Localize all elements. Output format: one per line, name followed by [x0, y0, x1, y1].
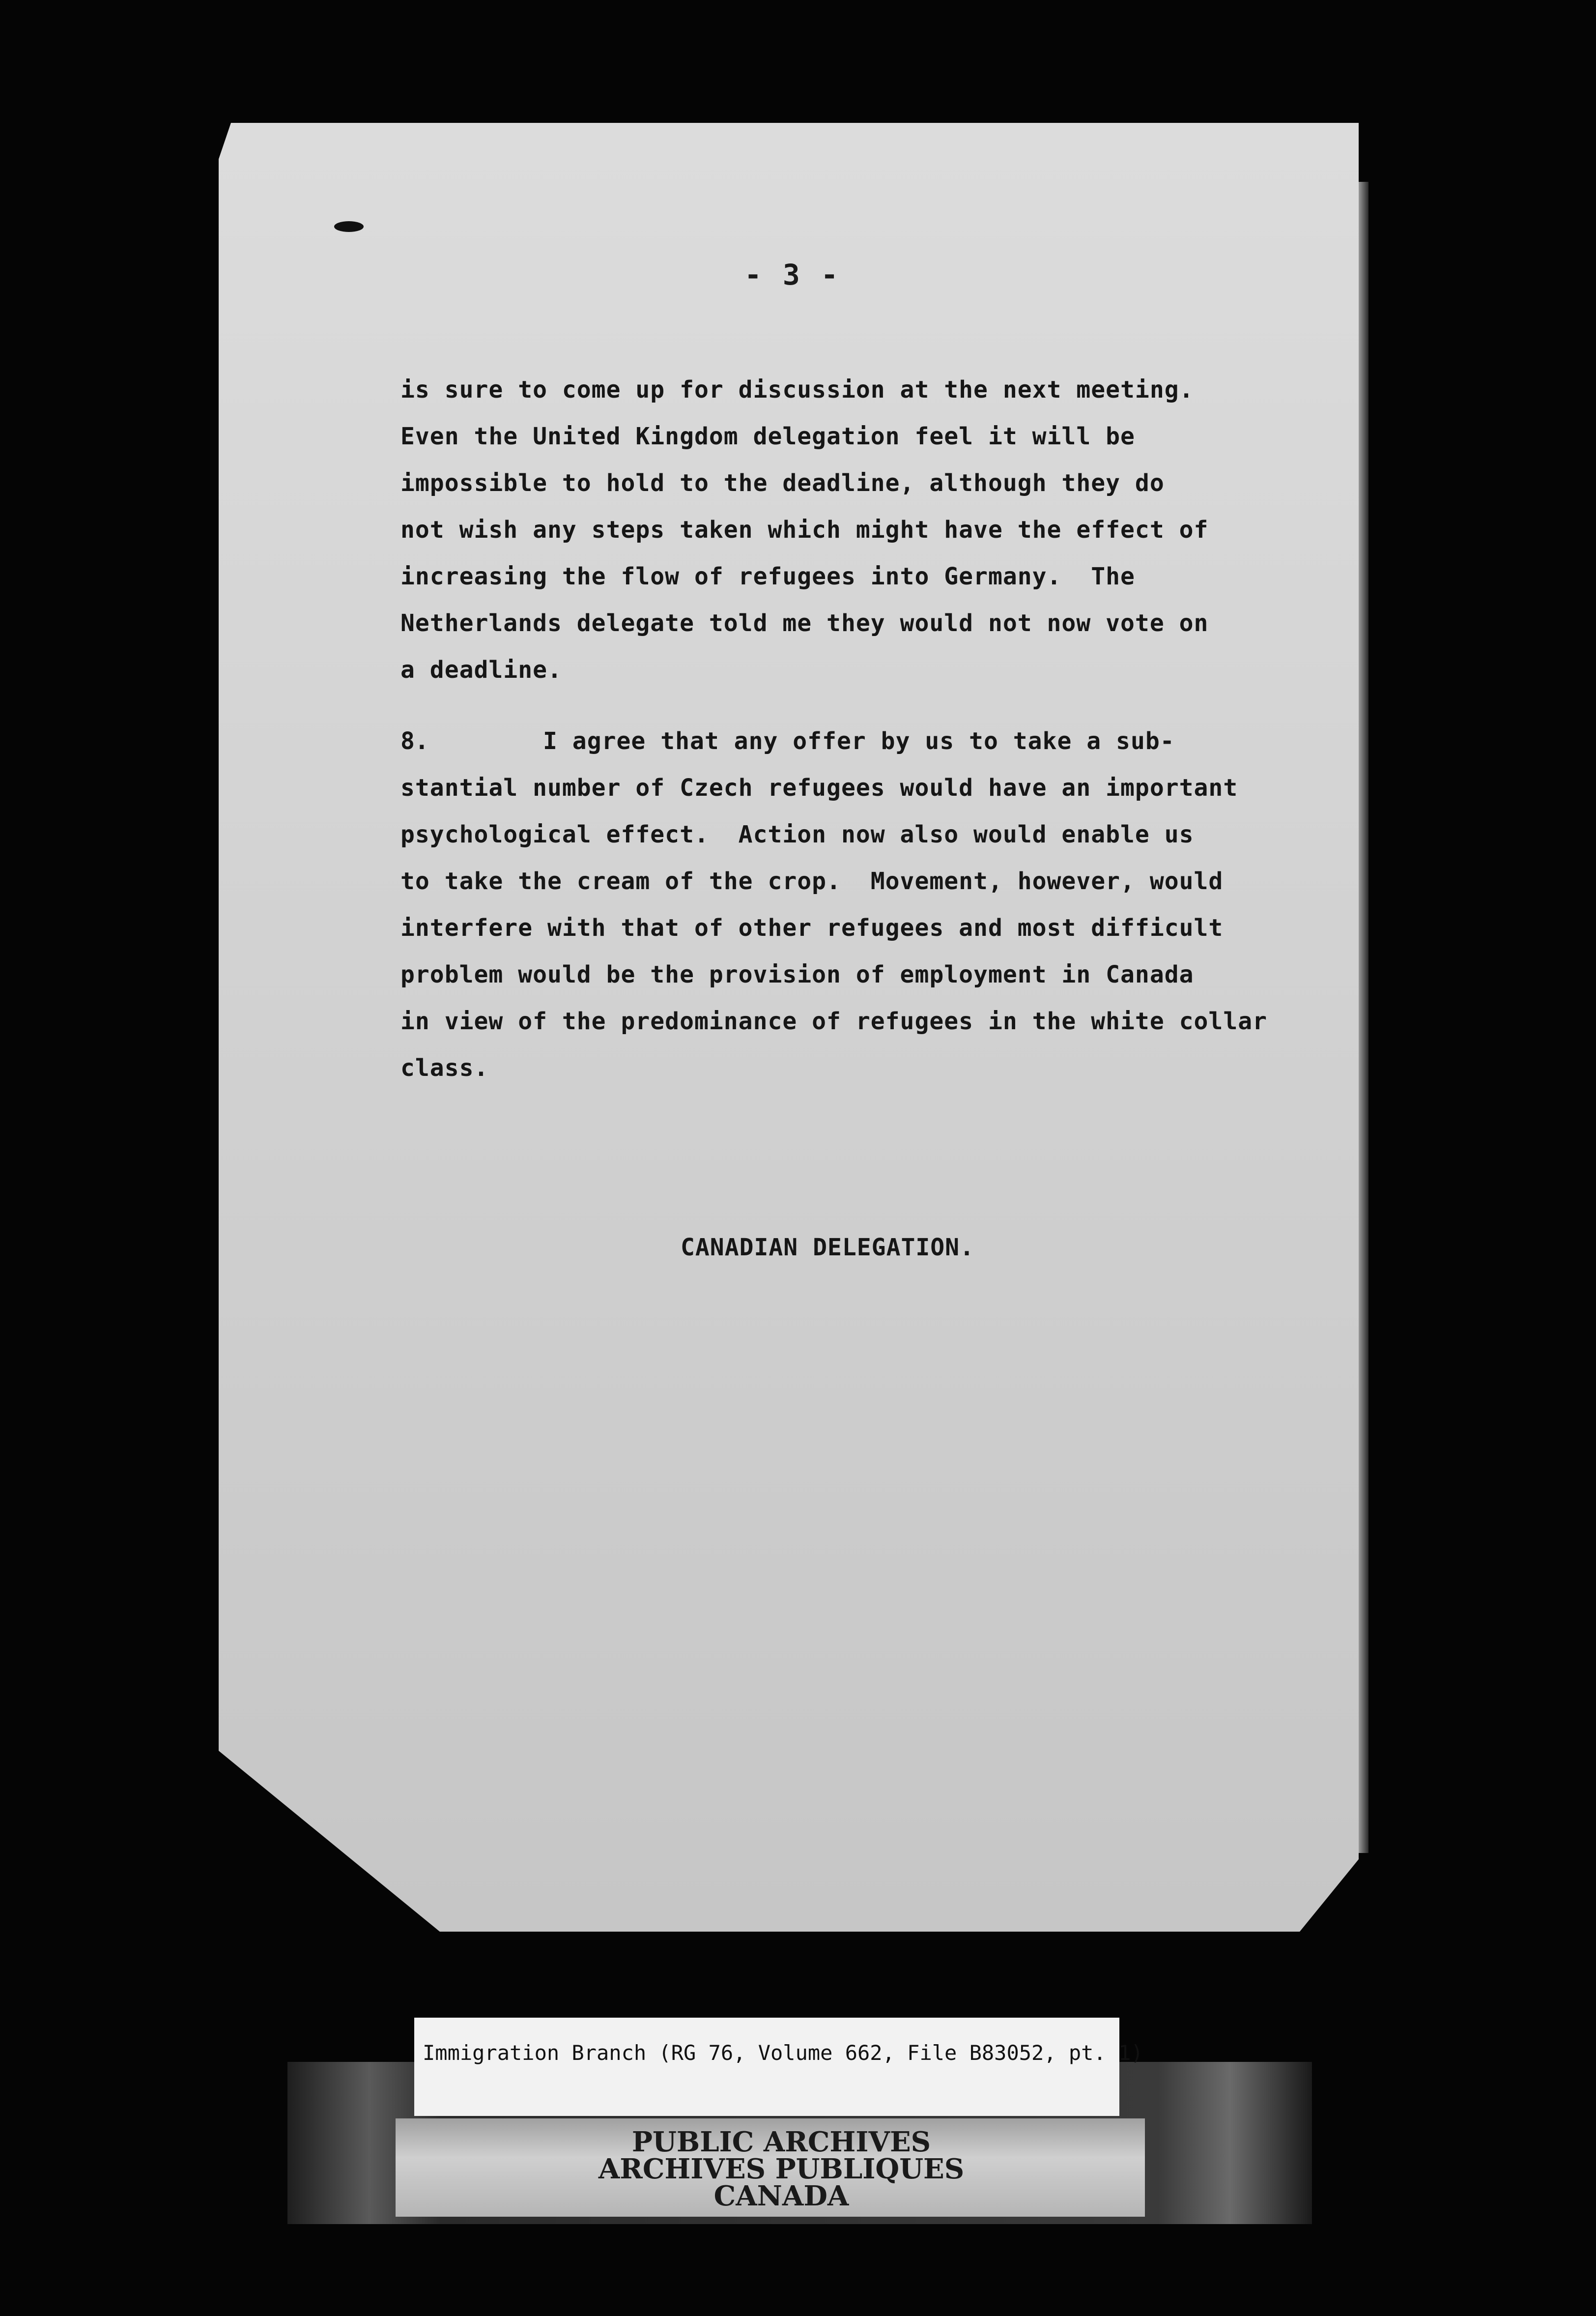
text-line: Even the United Kingdom delegation feel it will be: [400, 423, 1135, 450]
page-number: - 3 -: [744, 258, 840, 291]
text-line: impossible to hold to the deadline, although they do: [400, 469, 1165, 497]
text-line: problem would be the provision of employment in Canada: [400, 961, 1194, 988]
text-line: in view of the predominance of refugees in the white collar: [400, 1008, 1268, 1035]
text-line: stantial number of Czech refugees would have an important: [400, 774, 1238, 802]
stamp-line: PUBLIC ARCHIVES: [631, 2126, 931, 2158]
text-line: increasing the flow of refugees into Germany. The: [400, 563, 1135, 590]
text-line: not wish any steps taken which might have the effect of: [400, 516, 1209, 544]
signature: CANADIAN DELEGATION.: [681, 1234, 974, 1261]
text-line: class.: [400, 1054, 489, 1082]
stamp-line: ARCHIVES PUBLIQUES: [598, 2153, 965, 2185]
text-line: I agree that any offer by us to take a sub-: [543, 727, 1175, 755]
archive-reference-label: [414, 2018, 1119, 2116]
text-line: psychological effect. Action now also would enable us: [400, 821, 1194, 848]
page-edge-shadow: [1359, 182, 1368, 1853]
text-line: a deadline.: [400, 656, 562, 684]
paragraph-number: 8.: [400, 727, 429, 755]
ink-blot: [334, 221, 364, 232]
text-line: Netherlands delegate told me they would not now vote on: [400, 609, 1209, 637]
stamp-line: CANADA: [713, 2180, 849, 2212]
text-line: is sure to come up for discussion at the next meeting.: [400, 376, 1194, 404]
text-line: to take the cream of the crop. Movement, however, would: [400, 868, 1224, 895]
text-line: interfere with that of other refugees and most difficult: [400, 914, 1224, 942]
archive-reference-text: Immigration Branch (RG 76, Volume 662, File B83052, pt. 1): [423, 2041, 1143, 2065]
